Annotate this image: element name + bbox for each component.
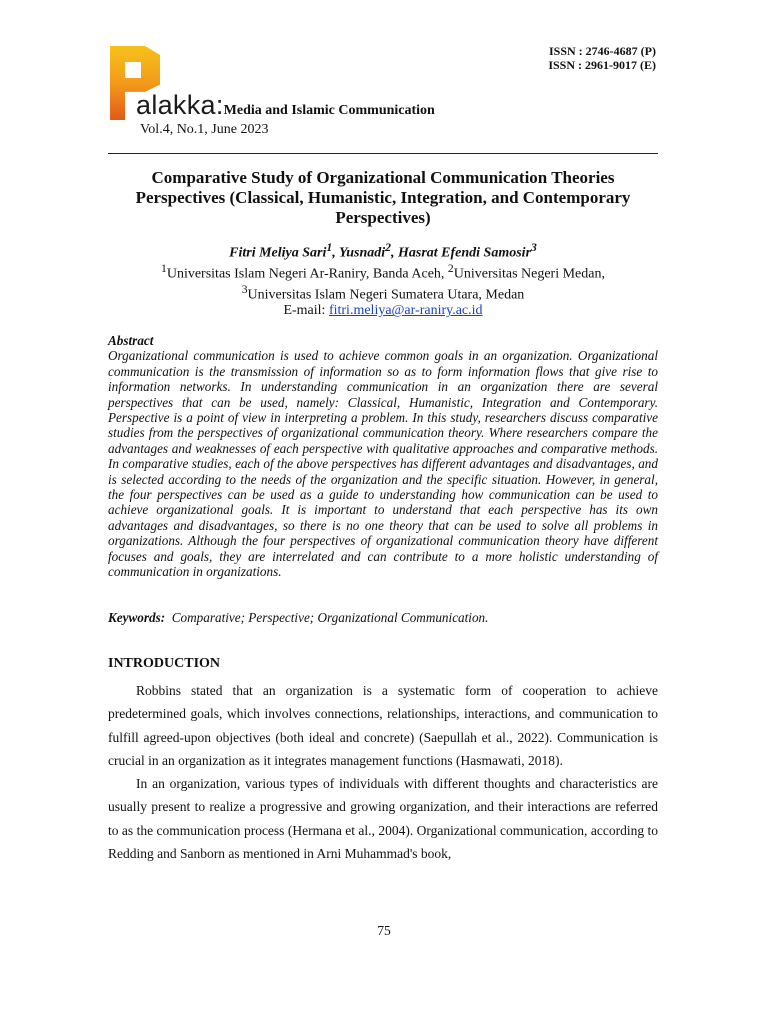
email-line: E-mail: fitri.meliya@ar-raniry.ac.id	[283, 303, 483, 319]
issn-block	[548, 44, 656, 72]
introduction-body	[108, 679, 658, 865]
paragraph-1: Robbins stated that an organization is a systematic form of cooperation to achieve predetermined goals, which involves connections, relationships, interactions, and communication to fulfill agreed-upon objectives (both ideal and concrete) (Saepullah et al., 2022). Communication is crucial in an organization as it integrates management functions (Hasmawati, 2018).	[108, 683, 658, 768]
author-1: Fitri Meliya Sari	[229, 245, 327, 261]
journal-name: alakka:	[136, 90, 224, 120]
article-title: Comparative Study of Organizational Communication Theories Perspectives (Classical, Humanistic, Integration, and Contemporary Perspectives)	[135, 168, 631, 227]
author-2: Yusnadi	[338, 245, 386, 261]
author-1-sup: 1	[326, 241, 333, 254]
author-block	[108, 240, 658, 319]
page-number: 75	[377, 923, 391, 938]
introduction-heading: INTRODUCTION	[108, 656, 221, 671]
abstract-section	[108, 333, 658, 580]
affiliation-line-2: $^3$Universitas Islam Negeri Sumatera Utara, Medan	[241, 283, 525, 303]
journal-volume: Vol.4, No.1, June 2023	[140, 122, 269, 137]
affiliation-line-1: $^1$Universitas Islam Negeri Ar-Raniry, Banda Aceh, $^2$Universitas Negeri Medan,	[161, 262, 605, 282]
email-link[interactable]: fitri.meliya@ar-raniry.ac.id	[328, 303, 483, 319]
journal-masthead	[136, 90, 435, 121]
journal-subtitle: Media and Islamic Communication	[223, 103, 435, 118]
issn-print: ISSN : 2746-4687 (P)	[549, 44, 656, 58]
abstract-text: Organizational communication is used to achieve common goals in an organization. Organizational communication is the transmission of information so as to form information flows that give rise to information networks. In understanding communication in an organization there are several perspectives that can be used, namely: Classical, Humanistic, Integration and Contemporary. Perspective is a point of view in interpreting a problem. In this study, researchers discuss comparative studies from the perspectives of organizational communication theory. Where researchers compare the advantages and weaknesses of each perspective with qualitative approaches and comparative methods. In comparative studies, each of the above perspectives has different advantages and disadvantages, and is selected according to the needs of the organization and the specific situation. However, in general, the four perspectives can be used as a guide to understanding how communication can be used to achieve organizational goals. It is important to understand that each perspective has its own advantages and disadvantages, so there is no one theory that can be used to solve all problems in organizations. Although the four perspectives of organizational communication theory have different focuses and goals, they are interrelated and can contribute to a more holistic understanding of communication in organizations.	[108, 348, 658, 580]
author-2-sup: 2	[385, 241, 391, 254]
keywords-label: Keywords:	[108, 610, 166, 625]
author-3: Hasrat Efendi Samosir	[397, 245, 532, 261]
keywords-line	[108, 610, 658, 626]
keywords-text: Comparative; Perspective; Organizational Communication.	[171, 610, 489, 625]
paragraph-2: In an organization, various types of individuals with different thoughts and characteristics are usually present to realize a progressive and growing organization, and their interactions are referred to as the communication process (Hermana et al., 2004). Organizational communication, according to Redding and Sanborn as mentioned in Arni Muhammad's book,	[108, 776, 658, 862]
author-3-sup: 3	[531, 241, 537, 254]
header-divider	[108, 153, 658, 154]
author-names: Fitri Meliya Sari$^1$, Yusnadi$^2$, Hasrat Efendi Samosir$^3$	[229, 241, 537, 261]
abstract-heading: Abstract	[108, 333, 154, 348]
issn-electronic: ISSN : 2961-9017 (E)	[548, 58, 656, 72]
